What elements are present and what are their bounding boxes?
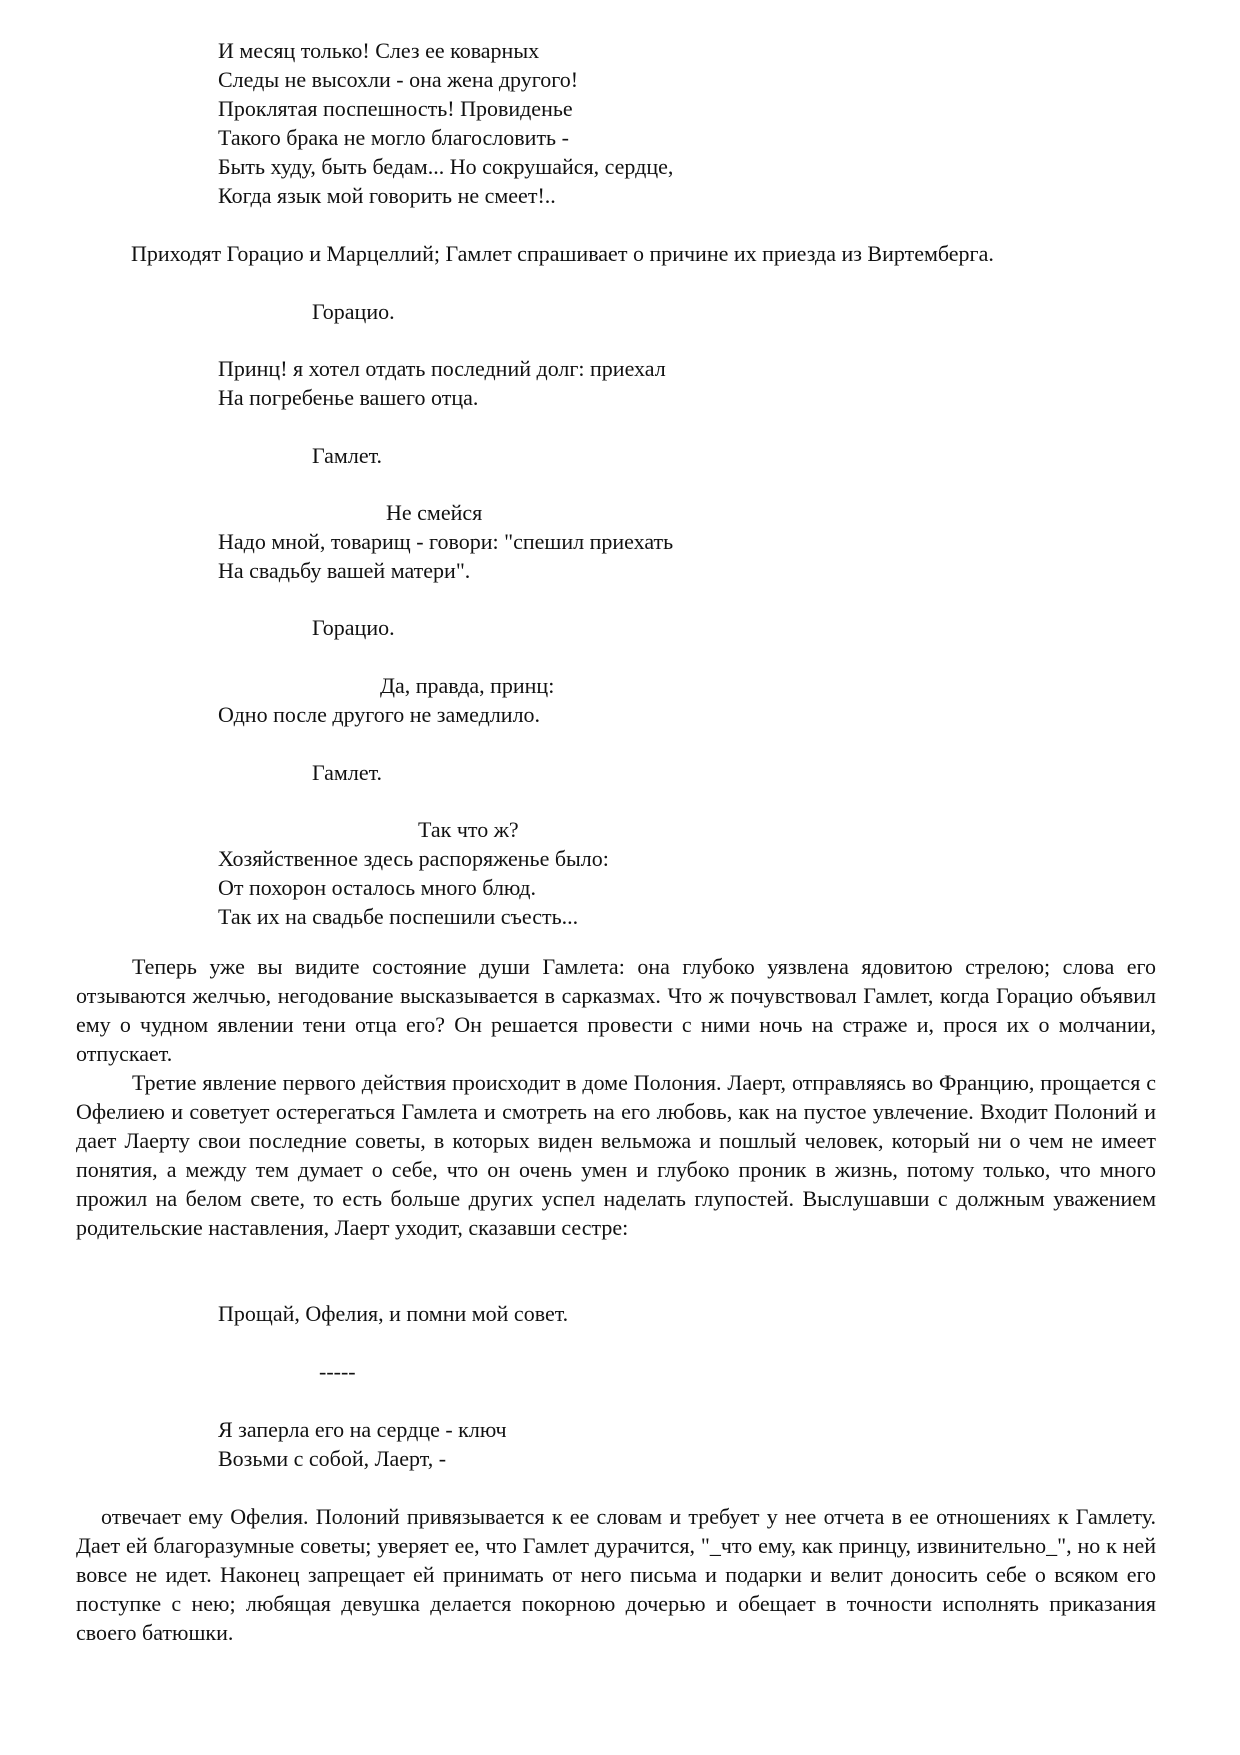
quote-line: Я заперла его на сердце - ключ [218,1417,507,1442]
speech-line: Хозяйственное здесь распоряженье было: [218,846,609,871]
body-paragraph: Третие явление первого действия происходит в доме Полония. Лаерт, отправляясь во Францию, прощается с Офелиею и советует остерегаться Гамлета и смотреть на его любовь, как на пустое увлечение. Входит Полоний и дает Лаерту свои последние советы, в которых виден вельможа и пошлый человек, который ни о чем не имеет понятия, а между тем думает о себе, что он очень умен и глубоко проник в жизнь, потому только, что много прожил на белом свете, то есть больше других успел наделать глупостей. Выслушавши с должным уважением родительские наставления, Лаерт уходит, сказавши сестре: [76,1070,1156,1240]
quote-line: Прощай, Офелия, и помни мой совет. [218,1301,569,1326]
separator: ----- [319,1359,356,1384]
speaker-name: Горацио. [312,615,395,640]
body-paragraph: Теперь уже вы видите состояние души Гамлета: она глубоко уязвлена ядовитою стрелою; слова его отзываются желчью, негодование высказывается в сарказмах. Что ж почувствовал Гамлет, когда Горацио объявил ему о чудном явлении тени отца его? Он решается провести с ними ночь на страже и, прося их о молчании, отпускает. [76,954,1156,1066]
speech-line: Да, правда, принц: [380,673,555,698]
verse-line: Когда язык мой говорить не смеет!.. [218,183,556,208]
speech-line: Так что ж? [418,817,519,842]
speech-line: Одно после другого не замедлило. [218,702,541,727]
speech-line: Не смейся [386,500,483,525]
stage-direction: Приходят Горацио и Марцеллий; Гамлет спрашивает о причине их приезда из Виртемберга. [131,241,994,266]
verse-line: Быть худу, быть бедам... Но сокрушайся, сердце, [218,154,674,179]
speech-line: На свадьбу вашей матери". [218,558,471,583]
verse-line: Проклятая поспешность! Провиденье [218,96,573,121]
speaker-name: Гамлет. [312,760,383,785]
speech-line: Так их на свадьбе поспешили съесть... [218,904,579,929]
speech-line: Принц! я хотел отдать последний долг: приехал [218,356,666,381]
verse-line: Такого брака не могло благословить - [218,125,569,150]
verse-line: И месяц только! Слез ее коварных [218,38,540,63]
speaker-name: Горацио. [312,299,395,324]
body-paragraph: отвечает ему Офелия. Полоний привязывается к ее словам и требует у нее отчета в ее отношениях к Гамлету. Дает ей благоразумные советы; уверяет ее, что Гамлет дурачится, "_что ему, как принцу, извинительно_", но к ней вовсе не идет. Наконец запрещает ей принимать от него письма и подарки и велит доносить себе о всяком его поступке с нею; любящая девушка делается покорною дочерью и обещает в точности исполнять приказания своего батюшки. [76,1504,1156,1645]
speaker-name: Гамлет. [312,443,383,468]
speech-line: На погребенье вашего отца. [218,385,479,410]
quote-line: Возьми с собой, Лаерт, - [218,1446,447,1471]
speech-line: От похорон осталось много блюд. [218,875,536,900]
verse-line: Следы не высохли - она жена другого! [218,67,579,92]
speech-line: Надо мной, товарищ - говори: "спешил приехать [218,529,674,554]
